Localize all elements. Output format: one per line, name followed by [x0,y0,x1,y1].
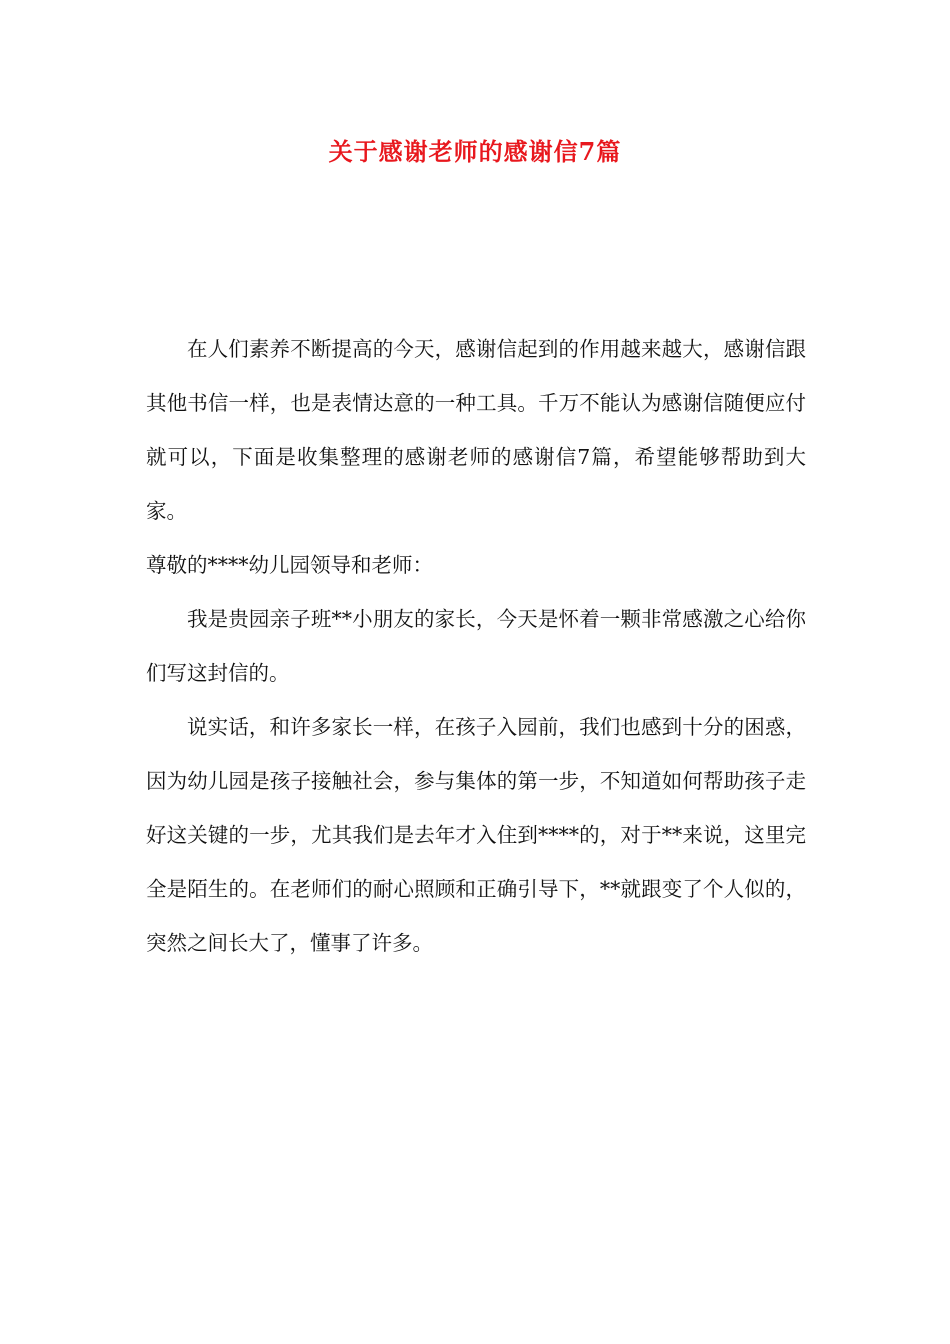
letter-paragraph-2: 说实话，和许多家长一样，在孩子入园前，我们也感到十分的困惑，因为幼儿园是孩子接触社会，参与集体的第一步，不知道如何帮助孩子走好这关键的一步，尤其我们是去年才入住到****的，对于**来说，这里完全是陌生的。在老师们的耐心照顾和正确引导下，**就跟变了个人似的，突然之间长大了，懂事了许多。 [146,715,806,955]
intro-paragraph: 在人们素养不断提高的今天，感谢信起到的作用越来越大，感谢信跟其他书信一样，也是表情达意的一种工具。千万不能认为感谢信随便应付就可以，下面是收集整理的感谢老师的感谢信7篇，希望能够帮助到大家。 [146,337,806,523]
document-title: 关于感谢老师的感谢信7篇 [328,137,622,166]
letter-paragraph-1: 我是贵园亲子班**小朋友的家长，今天是怀着一颗非常感激之心给你们写这封信的。 [146,607,806,685]
letter-salutation: 尊敬的****幼儿园领导和老师： [146,553,433,577]
document-body [146,322,806,970]
